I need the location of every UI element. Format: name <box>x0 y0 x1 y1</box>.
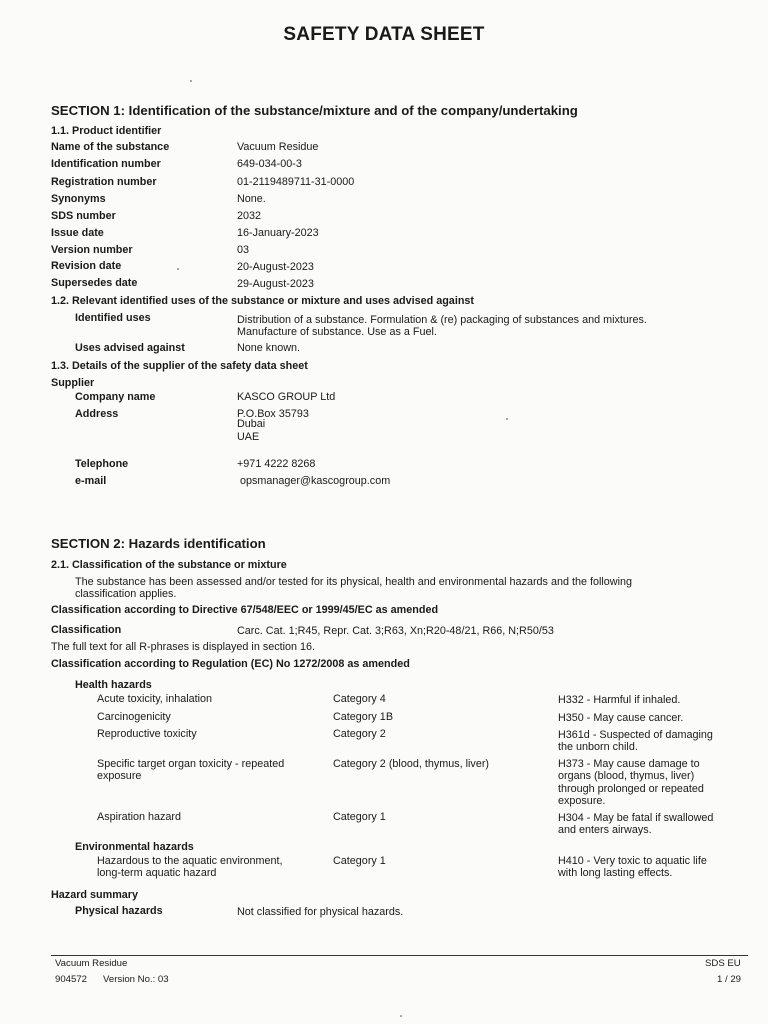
row-value-sds-number: 2032 <box>237 210 262 222</box>
hazard-category: Category 1 <box>333 811 386 823</box>
physical-hazards-label: Physical hazards <box>75 905 163 917</box>
identified-uses-label: Identified uses <box>75 312 151 324</box>
email-value[interactable]: opsmanager@kascogroup.com <box>240 475 391 487</box>
telephone-label: Telephone <box>75 458 129 470</box>
row-label-sds-number: SDS number <box>51 210 116 222</box>
identified-uses-line-1: Distribution of a substance. Formulation & (re) packaging of substances and mixtures. <box>237 314 647 326</box>
row-label-supersedes: Supersedes date <box>51 277 138 289</box>
hazard-category: Category 1 <box>333 855 386 867</box>
r-phrases-note: The full text for all R-phrases is displayed in section 16. <box>51 641 316 653</box>
hazard-class: long-term aquatic hazard <box>97 867 217 879</box>
supplier-label: Supplier <box>51 377 95 389</box>
classification-label: Classification <box>51 624 122 636</box>
hazard-class: Carcinogenicity <box>97 711 171 723</box>
hazard-category: Category 2 (blood, thymus, liver) <box>333 758 490 770</box>
classification-value: Carc. Cat. 1;R45, Repr. Cat. 3;R63, Xn;R20-48/21, R66, N;R50/53 <box>237 625 554 637</box>
regulation-heading: Classification according to Regulation (EC) No 1272/2008 as amended <box>51 658 410 670</box>
hazard-statement: H332 - Harmful if inhaled. <box>558 694 681 706</box>
hazard-class: exposure <box>97 770 142 782</box>
footer-version: Version No.: 03 <box>103 974 169 985</box>
hazard-statement: organs (blood, thymus, liver) <box>558 770 695 782</box>
hazard-statement: the unborn child. <box>558 741 638 753</box>
row-value-supersedes: 29-August-2023 <box>237 278 314 290</box>
footer-page-number: 1 / 29 <box>717 974 742 985</box>
uses-advised-against-label: Uses advised against <box>75 342 185 354</box>
scan-speck <box>506 418 508 420</box>
hazard-statement: H361d - Suspected of damaging <box>558 729 713 741</box>
section-2-heading: SECTION 2: Hazards identification <box>51 536 266 551</box>
environmental-hazards-label: Environmental hazards <box>75 841 194 853</box>
footer-divider <box>51 955 748 956</box>
row-label-registration: Registration number <box>51 176 157 188</box>
hazard-statement: through prolonged or repeated <box>558 783 704 795</box>
row-value-issue-date: 16-January-2023 <box>237 227 319 239</box>
hazard-statement: with long lasting effects. <box>558 867 673 879</box>
subsection-1-3-heading: 1.3. Details of the supplier of the safety data sheet <box>51 360 308 372</box>
address-line-2: Dubai <box>237 418 266 430</box>
row-value-revision-date: 20-August-2023 <box>237 261 314 273</box>
subsection-2-1-heading: 2.1. Classification of the substance or mixture <box>51 559 287 571</box>
hazard-class: Specific target organ toxicity - repeated <box>97 758 285 770</box>
subsection-1-2-heading: 1.2. Relevant identified uses of the substance or mixture and uses advised against <box>51 295 475 307</box>
footer-product-name: Vacuum Residue <box>55 958 128 969</box>
hazard-class: Reproductive toxicity <box>97 728 197 740</box>
row-label-issue-date: Issue date <box>51 227 104 239</box>
hazard-statement: exposure. <box>558 795 606 807</box>
health-hazards-label: Health hazards <box>75 679 152 691</box>
row-value-registration: 01-2119489711-31-0000 <box>237 176 355 188</box>
address-line-1: P.O.Box 35793 <box>237 408 309 420</box>
subsection-1-1-heading: 1.1. Product identifier <box>51 125 162 137</box>
assessment-line-2: classification applies. <box>75 588 177 600</box>
physical-hazards-value: Not classified for physical hazards. <box>237 906 404 918</box>
row-label-id-number: Identification number <box>51 158 161 170</box>
row-value-synonyms: None. <box>237 193 266 205</box>
hazard-category: Category 1B <box>333 711 394 723</box>
row-value-name: Vacuum Residue <box>237 141 319 153</box>
hazard-class: Acute toxicity, inhalation <box>97 693 213 705</box>
row-label-version: Version number <box>51 244 133 256</box>
directive-heading: Classification according to Directive 67/548/EEC or 1999/45/EC as amended <box>51 604 439 616</box>
hazard-summary-label: Hazard summary <box>51 889 139 901</box>
hazard-category: Category 2 <box>333 728 386 740</box>
uses-advised-against-value: None known. <box>237 342 301 354</box>
row-label-revision-date: Revision date <box>51 260 122 272</box>
company-name-value: KASCO GROUP Ltd <box>237 391 336 403</box>
hazard-category: Category 4 <box>333 693 386 705</box>
company-name-label: Company name <box>75 391 156 403</box>
email-label: e-mail <box>75 475 107 487</box>
telephone-value: +971 4222 8268 <box>237 458 316 470</box>
address-label: Address <box>75 408 119 420</box>
hazard-statement: and enters airways. <box>558 824 652 836</box>
scan-speck <box>190 80 192 82</box>
document-title: SAFETY DATA SHEET <box>283 24 485 45</box>
row-value-version: 03 <box>237 244 250 256</box>
assessment-line-1: The substance has been assessed and/or tested for its physical, health and environmental hazards and the following <box>75 576 632 588</box>
scan-speck <box>177 268 179 270</box>
section-1-heading: SECTION 1: Identification of the substance/mixture and of the company/undertaking <box>51 103 578 118</box>
scan-speck <box>400 1015 402 1017</box>
row-value-id-number: 649-034-00-3 <box>237 158 302 170</box>
row-label-synonyms: Synonyms <box>51 193 106 205</box>
footer-doc-type: SDS EU <box>705 958 741 969</box>
hazard-statement: H350 - May cause cancer. <box>558 712 684 724</box>
hazard-statement: H373 - May cause damage to <box>558 758 700 770</box>
hazard-statement: H410 - Very toxic to aquatic life <box>558 855 707 867</box>
hazard-statement: H304 - May be fatal if swallowed <box>558 812 714 824</box>
hazard-class: Aspiration hazard <box>97 811 182 823</box>
footer-product-code: 904572 <box>55 974 88 985</box>
hazard-class: Hazardous to the aquatic environment, <box>97 855 283 867</box>
identified-uses-line-2: Manufacture of substance. Use as a Fuel. <box>237 326 437 338</box>
address-line-3: UAE <box>237 431 260 443</box>
row-label-name: Name of the substance <box>51 141 170 153</box>
